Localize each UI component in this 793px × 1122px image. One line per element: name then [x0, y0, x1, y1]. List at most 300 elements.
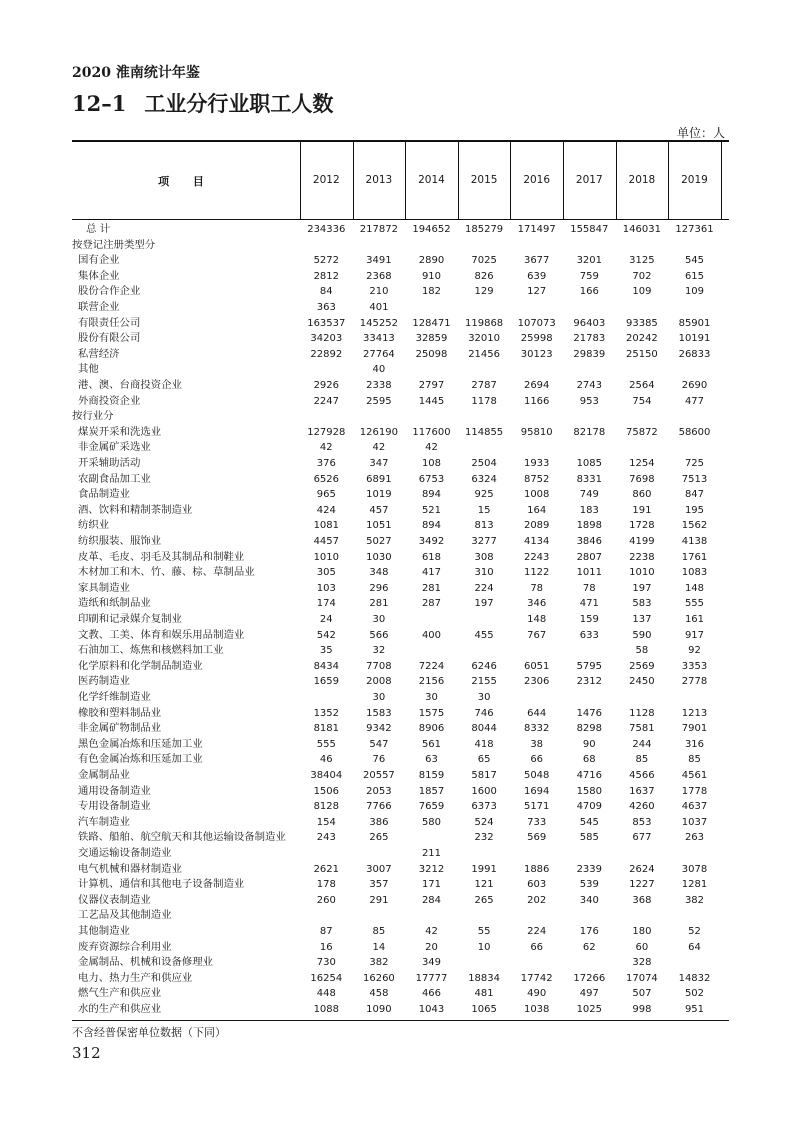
table-row	[72, 456, 721, 472]
row-label: 煤炭开采和洗选业	[78, 425, 162, 438]
table-cell: 107073	[517, 317, 556, 329]
table-cell: 8159	[418, 770, 445, 781]
table-row	[72, 472, 721, 488]
table-cell: 2368	[366, 270, 392, 282]
table-cell: 1088	[313, 1004, 340, 1015]
row-label: 股份合作企业	[78, 285, 141, 298]
table-cell: 62	[582, 941, 596, 953]
row-label: 电力、热力生产和供应业	[78, 971, 193, 984]
table-cell: 180	[632, 926, 652, 937]
table-cell: 521	[421, 504, 442, 516]
table-cell: 148	[527, 614, 547, 625]
row-label: 国有企业	[78, 254, 120, 267]
table-cell: 234336	[307, 224, 346, 235]
table-cell: 3125	[629, 255, 655, 267]
table-row	[72, 643, 721, 659]
table-cell: 3212	[418, 863, 445, 875]
table-cell: 66	[530, 754, 544, 766]
table-cell: 2338	[366, 380, 392, 391]
table-cell: 639	[527, 270, 547, 282]
row-label: 纺织服装、服饰业	[78, 535, 162, 547]
table-row	[72, 409, 721, 425]
table-cell: 4716	[576, 770, 603, 781]
table-cell: 30	[477, 692, 491, 703]
table-cell: 455	[474, 629, 494, 641]
table-cell: 401	[369, 302, 389, 313]
table-cell: 1659	[313, 676, 340, 688]
table-cell: 2890	[418, 255, 445, 267]
year-header: 2016	[523, 174, 551, 186]
table-cell: 2690	[681, 380, 708, 391]
table-cell: 1778	[681, 785, 708, 797]
table-cell: 1580	[576, 785, 603, 797]
table-cell: 10	[477, 941, 491, 953]
table-cell: 5272	[313, 255, 340, 267]
table-cell: 26833	[678, 348, 711, 360]
table-cell: 146031	[622, 224, 661, 235]
table-cell: 114855	[465, 426, 504, 438]
row-label: 燃气生产和供应业	[78, 987, 162, 1000]
table-cell: 109	[632, 286, 652, 298]
row-label: 文教、工美、体育和娱乐用品制造业	[78, 628, 245, 641]
table-cell: 5171	[523, 801, 550, 813]
table-cell: 6891	[366, 473, 392, 485]
table-cell: 566	[369, 629, 389, 641]
table-cell: 38404	[310, 770, 343, 781]
table-cell: 191	[632, 504, 652, 516]
table-cell: 2595	[366, 395, 392, 407]
table-cell: 1933	[523, 458, 550, 469]
table-cell: 1011	[576, 567, 603, 579]
table-cell: 210	[369, 286, 389, 298]
table-cell: 8331	[576, 473, 603, 485]
table-cell: 826	[474, 270, 494, 282]
table-row	[72, 940, 721, 956]
row-label: 工艺品及其他制造业	[78, 909, 172, 922]
table-row	[72, 986, 721, 1002]
table-row	[72, 347, 721, 363]
table-cell: 93385	[625, 317, 658, 329]
row-label: 开采辅助活动	[78, 457, 141, 469]
table-cell: 6324	[471, 473, 497, 485]
table-cell: 1010	[629, 567, 655, 579]
table-cell: 1037	[681, 816, 708, 828]
table-cell: 195	[684, 504, 705, 516]
table-row	[72, 752, 721, 768]
table-cell: 813	[474, 520, 494, 532]
table-cell: 1476	[576, 707, 603, 719]
table-cell: 78	[530, 582, 544, 594]
row-label: 其他制造业	[78, 925, 130, 937]
table-row	[72, 284, 721, 300]
table-cell: 85	[635, 754, 649, 766]
table-cell: 618	[421, 551, 442, 563]
table-cell: 166	[579, 286, 599, 298]
table-row	[72, 690, 721, 706]
table-cell: 1213	[681, 707, 708, 719]
table-cell: 4637	[681, 801, 708, 813]
table-cell: 127	[527, 286, 547, 298]
unit-label: 单位：人	[676, 126, 725, 140]
table-row	[72, 316, 721, 332]
table-cell: 7224	[418, 660, 445, 672]
table-cell: 1227	[629, 879, 655, 891]
table-cell: 363	[316, 302, 336, 313]
table-cell: 76	[372, 754, 386, 766]
table-cell: 291	[369, 894, 389, 906]
table-cell: 185279	[465, 224, 504, 235]
row-label: 汽车制造业	[78, 815, 130, 828]
column-separator	[721, 141, 722, 219]
table-cell: 507	[632, 988, 652, 1000]
table-cell: 281	[369, 598, 389, 610]
table-row	[72, 581, 721, 597]
table-cell: 471	[579, 598, 599, 610]
year-header: 2014	[418, 174, 445, 186]
table-cell: 1083	[681, 567, 708, 579]
table-cell: 243	[316, 832, 336, 844]
row-label: 联营企业	[78, 301, 120, 313]
table-cell: 1445	[418, 395, 445, 407]
table-cell: 16260	[362, 972, 395, 984]
table-cell: 1857	[418, 785, 445, 797]
table-cell: 182	[421, 286, 442, 298]
table-cell: 32010	[468, 333, 500, 345]
table-cell: 730	[316, 957, 336, 969]
row-label: 皮革、毛皮、羽毛及其制品和制鞋业	[78, 550, 245, 563]
row-label: 电气机械和器材制造业	[78, 862, 182, 875]
table-cell: 30	[372, 614, 386, 625]
table-cell: 17777	[415, 972, 448, 984]
table-cell: 386	[369, 816, 389, 828]
table-row	[72, 362, 721, 378]
table-cell: 547	[369, 738, 389, 750]
table-row	[72, 550, 721, 566]
table-cell: 477	[684, 395, 705, 407]
table-cell: 2787	[471, 380, 497, 391]
table-cell: 20	[425, 941, 438, 953]
table-cell: 590	[632, 629, 652, 641]
table-cell: 417	[421, 567, 442, 579]
table-row	[72, 971, 721, 987]
table-cell: 1886	[523, 863, 550, 875]
table-cell: 998	[632, 1004, 652, 1015]
table-cell: 18834	[468, 972, 500, 984]
table-cell: 145252	[359, 317, 398, 329]
table-top-rule	[72, 140, 729, 142]
table-cell: 910	[421, 270, 442, 282]
table-row	[72, 425, 721, 441]
table-cell: 702	[632, 270, 652, 282]
table-cell: 348	[369, 567, 389, 579]
table-cell: 8332	[523, 723, 550, 735]
table-cell: 14832	[678, 972, 711, 984]
row-label: 非金属矿采选业	[78, 441, 151, 454]
row-label: 计算机、通信和其他电子设备制造业	[78, 878, 245, 891]
table-cell: 2807	[576, 551, 603, 563]
table-cell: 90	[582, 738, 596, 750]
row-label: 木材加工和木、竹、藤、棕、草制品业	[78, 566, 255, 579]
year-header: 2019	[681, 174, 708, 186]
row-label: 私营经济	[78, 347, 120, 360]
table-cell: 224	[527, 926, 547, 937]
row-label: 化学纤维制造业	[78, 691, 151, 703]
table-cell: 4138	[681, 536, 708, 547]
table-cell: 25150	[625, 348, 658, 360]
table-cell: 347	[369, 458, 389, 469]
table-cell: 1051	[366, 520, 392, 532]
table-row	[72, 784, 721, 800]
table-row	[72, 1002, 721, 1018]
table-cell: 14	[372, 941, 386, 953]
table-cell: 159	[579, 614, 599, 625]
table-cell: 1506	[313, 785, 340, 797]
table-cell: 925	[474, 489, 494, 501]
table-cell: 164	[527, 504, 547, 516]
table-cell: 2743	[576, 380, 603, 391]
table-cell: 21456	[468, 348, 500, 360]
table-cell: 30	[372, 692, 386, 703]
table-cell: 1008	[523, 489, 550, 501]
table-cell: 55	[477, 926, 491, 937]
table-cell: 1166	[523, 395, 550, 407]
table-cell: 481	[474, 988, 494, 1000]
table-row	[72, 503, 721, 519]
table-cell: 68	[582, 754, 596, 766]
table-row	[72, 534, 721, 550]
table-cell: 2569	[629, 660, 655, 672]
table-row	[72, 768, 721, 784]
table-cell: 8906	[418, 723, 445, 735]
table-cell: 21783	[573, 333, 606, 345]
table-cell: 3078	[681, 863, 708, 875]
table-cell: 466	[421, 988, 442, 1000]
table-cell: 2243	[523, 551, 550, 563]
row-label: 农副食品加工业	[78, 472, 151, 485]
table-cell: 232	[474, 832, 494, 844]
table-cell: 376	[316, 458, 336, 469]
row-label: 废弃资源综合利用业	[78, 940, 172, 953]
table-cell: 1728	[629, 520, 655, 532]
table-cell: 27764	[362, 348, 395, 360]
table-cell: 8044	[471, 723, 497, 735]
table-cell: 1025	[576, 1004, 603, 1015]
table-cell: 127928	[307, 426, 346, 438]
row-label: 铁路、船舶、航空航天和其他运输设备制造业	[78, 831, 286, 844]
table-cell: 357	[369, 879, 389, 891]
table-cell: 3201	[576, 255, 603, 267]
table-cell: 759	[579, 270, 599, 282]
table-cell: 78	[582, 582, 596, 594]
table-row	[72, 394, 721, 410]
table-cell: 64	[688, 941, 701, 953]
table-row	[72, 862, 721, 878]
row-label: 家具制造业	[78, 581, 130, 594]
table-cell: 340	[579, 894, 599, 906]
table-cell: 580	[421, 816, 442, 828]
table-cell: 87	[319, 926, 333, 937]
row-label: 有限责任公司	[78, 316, 141, 329]
table-cell: 42	[425, 442, 438, 454]
table-cell: 561	[421, 738, 442, 750]
table-cell: 85901	[678, 317, 711, 329]
table-cell: 4199	[629, 536, 655, 547]
table-cell: 4709	[576, 801, 603, 813]
row-label: 印刷和记录媒介复制业	[78, 613, 182, 625]
table-cell: 2624	[629, 863, 655, 875]
table-cell: 42	[425, 926, 438, 937]
table-row	[72, 737, 721, 753]
table-cell: 418	[474, 738, 494, 750]
table-cell: 2053	[366, 785, 392, 797]
table-cell: 117600	[412, 426, 451, 438]
row-label: 专用设备制造业	[78, 800, 151, 813]
table-cell: 1122	[523, 567, 550, 579]
table-cell: 2306	[523, 676, 550, 688]
table-cell: 316	[684, 738, 705, 750]
table-cell: 161	[684, 614, 705, 625]
table-cell: 2926	[313, 380, 340, 391]
table-cell: 8434	[313, 660, 340, 672]
table-cell: 30	[425, 692, 438, 703]
row-label: 按行业分	[72, 410, 114, 423]
table-cell: 176	[579, 926, 599, 937]
table-cell: 2238	[629, 551, 655, 563]
row-label: 港、澳、台商投资企业	[78, 379, 182, 391]
row-label: 酒、饮料和精制茶制造业	[78, 503, 193, 516]
table-cell: 1991	[471, 863, 497, 875]
table-row	[72, 331, 721, 347]
row-label: 非金属矿物制品业	[78, 722, 162, 735]
table-cell: 1583	[366, 707, 392, 719]
table-row	[72, 238, 721, 254]
table-cell: 8752	[523, 473, 550, 485]
table-cell: 108	[421, 458, 442, 469]
table-cell: 2089	[523, 520, 550, 532]
table-cell: 1178	[471, 395, 497, 407]
table-cell: 8181	[313, 723, 340, 735]
table-cell: 7901	[681, 723, 708, 735]
table-cell: 194652	[412, 224, 451, 235]
table-cell: 10191	[678, 333, 711, 345]
table-row	[72, 721, 721, 737]
table-cell: 3353	[681, 660, 708, 672]
row-label: 按登记注册类型分	[72, 238, 156, 251]
table-cell: 284	[421, 894, 442, 906]
table-cell: 8128	[313, 801, 340, 813]
table-cell: 103	[316, 582, 336, 594]
table-cell: 60	[635, 941, 649, 953]
table-cell: 65	[477, 754, 491, 766]
table-cell: 725	[684, 458, 705, 469]
table-cell: 1281	[681, 879, 708, 891]
table-cell: 424	[316, 504, 336, 516]
table-cell: 85	[372, 926, 386, 937]
row-label: 黑色金属冶炼和压延加工业	[78, 737, 203, 750]
table-cell: 382	[684, 894, 705, 906]
table-cell: 85	[688, 754, 701, 766]
table-cell: 1254	[629, 458, 655, 469]
table-cell: 2797	[418, 380, 445, 391]
table-cell: 25098	[415, 348, 448, 360]
table-cell: 9342	[366, 723, 392, 735]
table-cell: 127361	[675, 224, 714, 235]
table-cell: 305	[316, 567, 336, 579]
table-cell: 58	[635, 645, 649, 657]
table-cell: 3677	[523, 255, 550, 267]
table-cell: 951	[684, 1004, 705, 1015]
table-row	[72, 955, 721, 971]
table-cell: 287	[421, 598, 442, 610]
table-cell: 328	[632, 957, 652, 969]
table-cell: 5027	[366, 536, 392, 547]
table-cell: 46	[319, 754, 333, 766]
table-row	[72, 628, 721, 644]
table-cell: 24	[319, 614, 333, 625]
table-cell: 2812	[313, 270, 340, 282]
table-cell: 1352	[313, 707, 340, 719]
table-cell: 555	[316, 738, 336, 750]
table-row	[72, 830, 721, 846]
table-cell: 400	[421, 629, 442, 641]
table-cell: 7513	[681, 473, 708, 485]
row-label: 医药制造业	[78, 675, 130, 688]
table-cell: 30123	[520, 348, 553, 360]
table-cell: 109	[684, 286, 705, 298]
table-cell: 2155	[471, 676, 497, 688]
table-cell: 5795	[576, 660, 603, 672]
row-label: 股份有限公司	[78, 332, 141, 345]
table-row	[72, 269, 721, 285]
table-cell: 583	[632, 598, 652, 610]
table-cell: 677	[632, 832, 652, 844]
table-cell: 197	[632, 582, 652, 594]
table-cell: 2247	[313, 395, 340, 407]
table-cell: 42	[319, 442, 333, 454]
table-cell: 754	[632, 395, 652, 407]
table-cell: 17742	[520, 972, 553, 984]
table-cell: 847	[684, 489, 705, 501]
table-row	[72, 924, 721, 940]
table-cell: 1030	[366, 551, 392, 563]
row-label: 总 计	[86, 223, 111, 235]
table-cell: 894	[421, 520, 442, 532]
year-header: 2013	[365, 174, 393, 186]
table-cell: 5048	[523, 770, 550, 781]
table-cell: 4260	[629, 801, 655, 813]
table-cell: 1575	[418, 707, 445, 719]
row-label: 交通运输设备制造业	[78, 847, 172, 859]
table-cell: 119868	[465, 317, 504, 329]
table-cell: 569	[527, 832, 547, 844]
table-header-rule	[72, 219, 729, 220]
table-cell: 217872	[359, 224, 398, 235]
table-cell: 58600	[678, 426, 711, 438]
table-cell: 555	[684, 598, 705, 610]
table-cell: 2156	[418, 676, 445, 688]
table-row	[72, 706, 721, 722]
row-label: 纺织业	[78, 519, 110, 532]
year-header: 2018	[628, 174, 656, 186]
table-cell: 1085	[576, 458, 603, 469]
row-label: 水的生产和供应业	[78, 1003, 162, 1015]
table-cell: 2450	[629, 676, 655, 688]
table-row	[72, 893, 721, 909]
table-cell: 490	[527, 988, 547, 1000]
table-cell: 128471	[412, 317, 451, 329]
year-header: 2017	[575, 174, 603, 186]
table-cell: 148	[684, 582, 705, 594]
